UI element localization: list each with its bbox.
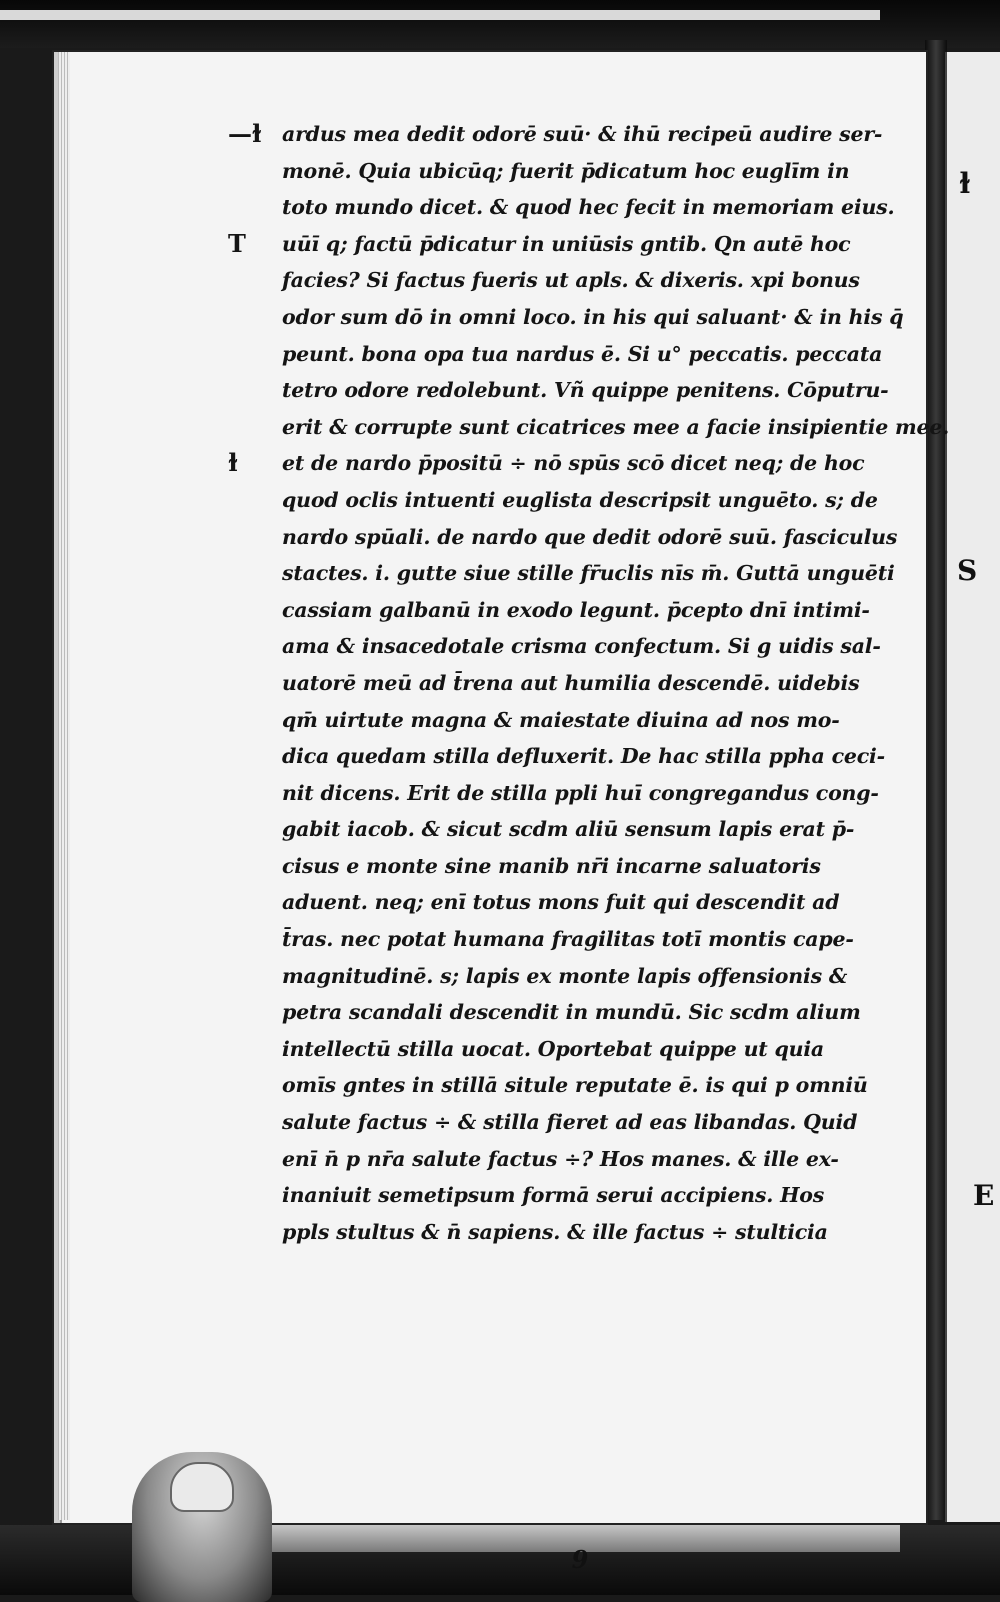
line-text: intellectū stilla uocat. Oportebat quippe ut quia [282, 1036, 824, 1061]
manuscript-line [230, 409, 950, 446]
line-text: odor sum dō in omni loco. in his qui saluant· & in his q̄ [282, 304, 904, 329]
facing-page [945, 52, 1000, 1522]
manuscript-line [230, 665, 890, 702]
facing-page-mark: E [973, 1179, 995, 1212]
line-text: ppls stultus & n̄ sapiens. & ille factus ÷ stulticia [282, 1219, 828, 1244]
scan-top-border [0, 0, 1000, 48]
line-text: facies? Si factus fueris ut apls. & dixeris. xpi bonus [282, 268, 860, 293]
manuscript-line [230, 958, 890, 995]
line-text: nit dicens. Erit de stilla ppli huī congregandus cong- [282, 780, 879, 805]
manuscript-line [230, 555, 895, 592]
manuscript-line [230, 1031, 890, 1068]
manuscript-line [230, 994, 890, 1031]
manuscript-line [230, 299, 904, 336]
manuscript-line [230, 519, 898, 556]
line-text: enī n̄ p nr̄a salute factus ÷? Hos manes. & ille ex- [282, 1146, 839, 1171]
line-text: qm̄ uirtute magna & maiestate diuina ad nos mo- [282, 707, 840, 732]
manuscript-line [230, 189, 895, 226]
line-text: stactes. i. gutte siue stille fr̄uclis nīs m̄. Guttā unguēti [282, 561, 895, 586]
scan-edge-strip [0, 10, 880, 20]
manuscript-line [230, 628, 890, 665]
line-text: monē. Quia ubicūq; fuerit p̄dicatum hoc euglīm in [282, 158, 850, 183]
line-text: inaniuit semetipsum formā serui accipiens. Hos [282, 1183, 825, 1208]
line-text: cassiam galbanū in exodo legunt. p̄cepto dnī intimi- [282, 597, 870, 622]
line-text: ardus mea dedit odorē suū· & ihū recipeū audire ser- [282, 122, 883, 146]
manuscript-line [230, 775, 890, 812]
line-text: cisus e monte sine manib nr̄i incarne saluatoris [282, 853, 821, 878]
line-text: uūī q; factū p̄dicatur in uniūsis gntib. Qn autē hoc [282, 231, 851, 256]
manuscript-line [230, 336, 890, 373]
manuscript-line [230, 1214, 890, 1251]
manuscript-line [230, 372, 890, 409]
manuscript-line [230, 445, 890, 482]
manuscript-line [230, 884, 890, 921]
line-text: dica quedam stilla defluxerit. De hac stilla ppha ceci- [282, 744, 885, 769]
line-text: quod oclis intuenti euglista descripsit unguēto. s; de [282, 487, 878, 512]
manuscript-line [230, 1104, 890, 1141]
line-text: ama & insacedotale crisma confectum. Si g uidis sal- [282, 634, 881, 659]
line-text: erit & corrupte sunt cicatrices mee a facie insipientie mee. [282, 414, 950, 439]
line-text: petra scandali descendit in mundū. Sic scdm alium [282, 1000, 861, 1025]
manuscript-line [230, 153, 890, 190]
thumbnail-image [170, 1462, 234, 1512]
manuscript-line [230, 116, 890, 153]
manuscript-line [230, 226, 890, 263]
manuscript-line [230, 921, 890, 958]
manuscript-line [230, 1177, 890, 1214]
manuscript-line [230, 738, 890, 775]
manuscript-line [230, 848, 890, 885]
line-text: uatorē meū ad t̄rena aut humilia descendē. uidebis [282, 670, 860, 695]
manuscript-line [230, 702, 890, 739]
facing-page-mark: ɫ [959, 167, 971, 200]
manuscript-line [230, 1067, 890, 1104]
line-text: toto mundo dicet. & quod hec fecit in memoriam eius. [282, 195, 895, 220]
manuscript-line [230, 592, 890, 629]
line-text: aduent. neq; enī totus mons fuit qui descendit ad [282, 890, 840, 915]
marginal-mark: T [228, 228, 246, 258]
line-text: tetro odore redolebunt. Vñ quippe penitens. Cōputru- [282, 378, 889, 403]
manuscript-line [230, 262, 890, 299]
manuscript-line [230, 1141, 890, 1178]
marginal-mark: —ɫ [228, 119, 262, 148]
line-text: t̄ras. nec potat humana fragilitas totī montis cape- [282, 927, 854, 952]
line-text: nardo spūali. de nardo que dedit odorē suū. fasciculus [282, 524, 898, 549]
facing-page-mark: S [957, 554, 978, 587]
line-text: gabit iacob. & sicut scdm aliū sensum lapis erat p̄- [282, 817, 855, 842]
marginal-mark: ɫ [228, 448, 238, 478]
manuscript-line [230, 811, 890, 848]
line-text: et de nardo p̄positū ÷ nō spūs scō dicet neq; de hoc [282, 451, 865, 476]
line-text: peunt. bona opa tua nardus ē. Si u° peccatis. peccata [282, 341, 883, 366]
line-text: omīs gntes in stillā situle reputate ē. is qui p omniū [282, 1073, 868, 1098]
book-spine [925, 40, 947, 1520]
manuscript-line [230, 482, 890, 519]
manuscript-text-block [228, 116, 950, 1250]
line-text: salute factus ÷ & stilla fieret ad eas libandas. Quid [282, 1110, 858, 1135]
line-text: magnitudinē. s; lapis ex monte lapis offensionis & [282, 963, 848, 988]
folio-number: 9 [571, 1545, 589, 1574]
page-edge [58, 52, 70, 1520]
